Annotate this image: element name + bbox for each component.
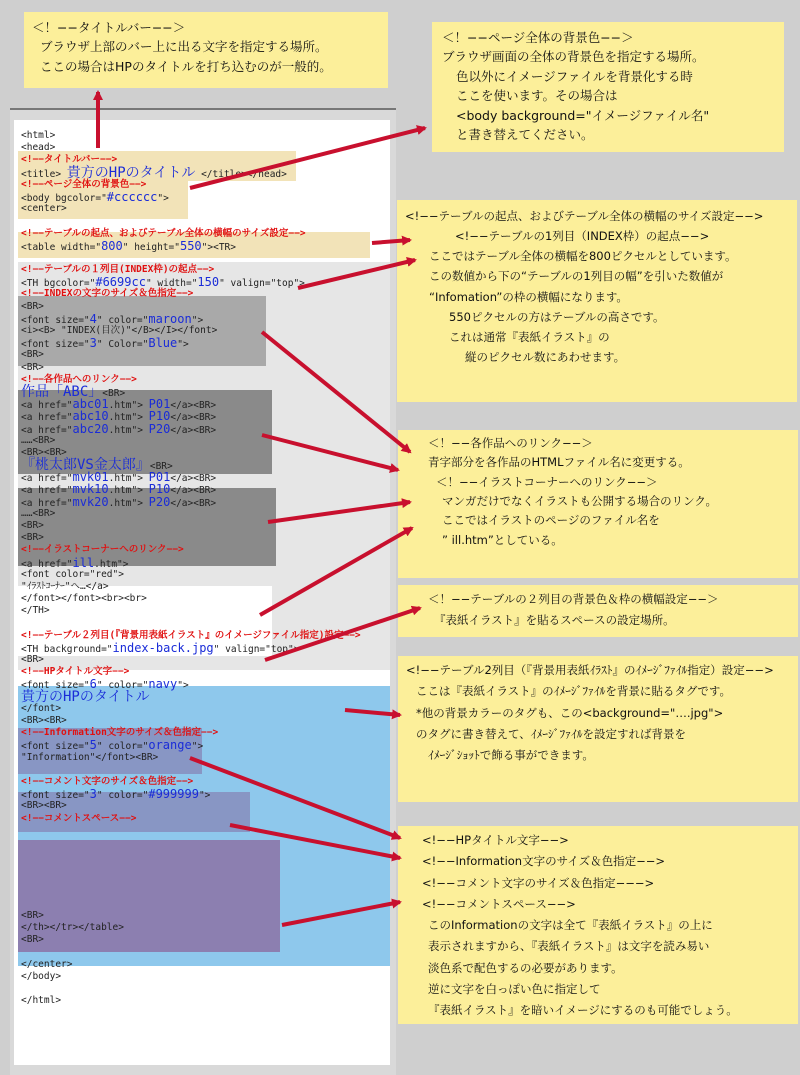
code-token: <font size=" bbox=[21, 314, 90, 326]
note-line: <!−−コメント文字のサイズ＆色指定−−−> bbox=[422, 875, 655, 890]
code-token: <BR><BR> bbox=[21, 715, 67, 726]
code-token: <font color="red"> bbox=[21, 568, 124, 580]
arrow-links-mvk bbox=[268, 502, 410, 522]
code-token: </font> bbox=[21, 702, 62, 714]
code-token: mvk01 bbox=[72, 470, 109, 485]
arrow-page-bg bbox=[190, 128, 425, 188]
code-token: <head> bbox=[21, 142, 56, 154]
code-token: <!−−Information文字のサイズ＆色指定−−> bbox=[21, 727, 219, 739]
note-line: ＜！−−各作品へのリンク−−＞ bbox=[428, 436, 593, 450]
note-line: 表示されますから、『表紙イラスト』は文字を読み易い bbox=[428, 939, 710, 954]
code-token: P01 bbox=[148, 397, 171, 412]
code-token: P10 bbox=[148, 409, 171, 424]
note-line: 逆に文字を白っぽい色に指定して bbox=[428, 981, 601, 996]
code-token: </a><BR> bbox=[170, 473, 217, 485]
arrow-column2-bg bbox=[345, 710, 400, 715]
code-token: " color=" bbox=[96, 680, 149, 692]
code-token: 3 bbox=[89, 787, 97, 802]
note-line: <!−−テーブル2列目（『背景用表紙ｲﾗｽﾄ』のｲﾒｰｼﾞﾌｧｲﾙ指定）設定−−> bbox=[406, 663, 774, 677]
note-line: *他の背景カラーのタグも、この<background="….jpg"> bbox=[416, 705, 724, 720]
code-token: <BR><BR> bbox=[21, 446, 67, 458]
code-token: .htm"> bbox=[108, 400, 149, 412]
code-token: "ｲﾗｽﾄｺｰﾅｰ"へ…</a> bbox=[21, 580, 109, 592]
note-line: 青字部分を各作品のHTMLファイル名に変更する。 bbox=[428, 455, 690, 470]
arrow-illust bbox=[260, 528, 412, 615]
code-token: " valign="top"> bbox=[213, 643, 300, 655]
code-token: <a href=" bbox=[21, 412, 73, 424]
note-line: 淡色系で配色するの必要があります。 bbox=[428, 960, 623, 975]
note-line: のタグに書き替えて、ｲﾒｰｼﾞﾌｧｲﾙを設定すれば背景を bbox=[416, 726, 687, 741]
code-token: " valign="top"> bbox=[219, 278, 305, 290]
note-line: このInformationの文字は全て『表紙イラスト』の上に bbox=[428, 918, 713, 933]
code-token: P20 bbox=[148, 421, 171, 436]
code-token: <table width=" bbox=[21, 241, 102, 253]
note-line: ここの場合はHPのタイトルを打ち込むのが一般的。 bbox=[40, 58, 332, 74]
code-token: " color=" bbox=[96, 790, 149, 802]
code-token: abc10 bbox=[72, 409, 109, 424]
code-token: </th></tr></table> bbox=[21, 922, 124, 934]
code-token: "> bbox=[177, 339, 189, 351]
code-token: abc20 bbox=[72, 421, 109, 436]
code-token: </body> bbox=[21, 970, 62, 982]
code-token: ill bbox=[72, 555, 95, 570]
code-token: <a href=" bbox=[21, 485, 73, 497]
code-token: <i><B> "INDEX(目次)"</B></I></font> bbox=[21, 325, 218, 336]
code-token: index-back.jpg bbox=[112, 640, 214, 655]
code-token: " height=" bbox=[122, 241, 180, 253]
code-token: 150 bbox=[197, 275, 220, 290]
code-token: navy bbox=[148, 677, 178, 692]
code-token: </a><BR> bbox=[170, 400, 217, 412]
code-token: <BR> bbox=[149, 461, 173, 473]
code-token: .htm"> bbox=[108, 485, 149, 497]
code-token: <BR> bbox=[21, 361, 44, 373]
code-token: 800 bbox=[101, 238, 123, 253]
note-line: ＜！−−ページ全体の背景色−−＞ bbox=[442, 30, 634, 45]
code-token: <font size=" bbox=[21, 790, 90, 802]
note-line: ブラウザ画面の全体の背景色を指定する場所。 bbox=[442, 49, 705, 65]
code-token: .htm"> bbox=[108, 473, 149, 485]
arrow-links-abc bbox=[262, 435, 398, 470]
code-token: 5 bbox=[89, 738, 97, 753]
note-line: ここではイラストのページのファイル名を bbox=[442, 513, 660, 528]
code-token: <!−−各作品へのリンク−−> bbox=[21, 373, 137, 385]
code-token: <a href=" bbox=[21, 497, 73, 509]
note-line: ここは『表紙イラスト』のｲﾒｰｼﾞﾌｧｲﾙを背景に貼るタグです。 bbox=[416, 684, 731, 699]
code-token: " width=" bbox=[145, 278, 198, 290]
arrow-column2 bbox=[265, 608, 420, 660]
code-token: .htm"> bbox=[94, 558, 129, 570]
code-token: .htm"> bbox=[108, 412, 149, 424]
code-token: <BR> bbox=[21, 910, 44, 921]
note-line: <!−−コメントスペース−−> bbox=[422, 896, 576, 911]
code-token: </a><BR> bbox=[170, 485, 217, 497]
code-token: <a href=" bbox=[21, 473, 73, 485]
code-token: #999999 bbox=[148, 787, 199, 802]
code-token: <!−−ページ全体の背景色−−> bbox=[21, 178, 147, 190]
code-token: P20 bbox=[148, 494, 171, 509]
code-token: " color=" bbox=[96, 741, 149, 753]
code-token: </TH> bbox=[21, 605, 50, 617]
code-token: 作品「ABC」 bbox=[21, 383, 103, 400]
code-token: <a href=" bbox=[21, 400, 73, 412]
code-token: <html> bbox=[21, 130, 56, 141]
arrow-index bbox=[262, 332, 410, 452]
code-token: P01 bbox=[148, 470, 171, 485]
note-line: ” ill.htm”としている。 bbox=[442, 532, 563, 547]
code-token: <!−−INDEXの文字のサイズ＆色指定−−> bbox=[21, 288, 194, 300]
code-token: 貴方のHPのタイトル bbox=[21, 688, 150, 705]
code-token: </a><BR> bbox=[170, 497, 217, 509]
code-token: P10 bbox=[148, 482, 171, 497]
code-token: <!−−イラストコーナーへのリンク−−> bbox=[21, 544, 184, 556]
note-line: マンガだけでなくイラストも公開する場合のリンク。 bbox=[442, 493, 717, 508]
note-line: 色以外にイメージファイルを背景化する時 bbox=[456, 68, 693, 84]
note-line: <!−−テーブルの起点、およびテーブル全体の横幅のサイズ設定−−> bbox=[405, 209, 764, 223]
code-token: <TH bgcolor=" bbox=[21, 278, 96, 290]
code-token: <font size=" bbox=[21, 741, 90, 753]
note-line: と書き替えてください。 bbox=[456, 126, 594, 142]
code-token: .htm"> bbox=[108, 497, 149, 509]
note-line: 550ピクセルの方はテーブルの高さです。 bbox=[449, 309, 665, 324]
code-token: </a><BR> bbox=[170, 424, 217, 436]
note-line: ＜！−−テーブルの２列目の背景色＆枠の横幅設定−−＞ bbox=[428, 592, 719, 606]
note-line: ブラウザ上部のバー上に出る文字を指定する場所。 bbox=[40, 39, 328, 55]
code-token: <!−−タイトルバー−−> bbox=[21, 154, 118, 166]
code-token: 6 bbox=[89, 677, 97, 692]
code-token: </title></head> bbox=[195, 168, 287, 180]
code-token: <TH background=" bbox=[21, 643, 113, 655]
code-token: 3 bbox=[89, 336, 97, 351]
note-line: 『表紙イラスト』を暗いイメージにするのも可能でしょう。 bbox=[428, 1003, 738, 1018]
code-token: mvk10 bbox=[72, 482, 109, 497]
code-token: <BR><BR> bbox=[21, 800, 67, 812]
code-token: <BR> bbox=[21, 934, 44, 946]
arrow-comment bbox=[282, 902, 400, 925]
code-token: #6699cc bbox=[95, 275, 146, 290]
code-token: <font size=" bbox=[21, 680, 90, 692]
code-token: Blue bbox=[148, 336, 178, 351]
code-token: <font size=" bbox=[21, 339, 90, 351]
note-line: ここではテーブル全体の横幅を800ピクセルとしています。 bbox=[429, 249, 737, 264]
code-token: <BR> bbox=[21, 520, 44, 531]
note-line: 縦のピクセル数にあわせます。 bbox=[465, 349, 626, 364]
code-token: 550 bbox=[179, 238, 202, 253]
code-token: ……<BR> bbox=[21, 434, 56, 446]
code-token: <title> bbox=[21, 168, 67, 180]
code-token: orange bbox=[148, 738, 192, 753]
code-token: 貴方のHPのタイトル bbox=[66, 164, 196, 181]
code-token: <a href=" bbox=[21, 424, 73, 436]
code-token: "> bbox=[191, 741, 204, 753]
code-token: "> bbox=[198, 790, 211, 802]
note-line: ＜！−−イラストコーナーへのリンク−−＞ bbox=[436, 474, 658, 489]
code-token: ……<BR> bbox=[21, 507, 56, 519]
code-token: <BR> bbox=[21, 349, 44, 361]
arrow-table-start bbox=[372, 240, 410, 243]
code-token: <BR> bbox=[21, 654, 44, 666]
note-line: ここを使います。その場合は bbox=[456, 88, 618, 104]
code-token: #cccccc bbox=[106, 189, 158, 204]
code-token: <!−−コメントスペース−−> bbox=[21, 812, 137, 824]
code-token: "> bbox=[177, 680, 189, 692]
code-token: .htm"> bbox=[108, 424, 149, 436]
note-line: <!−−テーブルの1列目（INDEX枠）の起点−−> bbox=[455, 229, 710, 244]
code-token: <!−−HPタイトル文字−−> bbox=[21, 666, 130, 678]
arrow-hp-title bbox=[190, 758, 400, 838]
note-line: 『表紙イラスト』を貼るスペースの設定場所。 bbox=[434, 612, 675, 627]
code-token: </font></font><br><br> bbox=[21, 593, 147, 605]
code-token: maroon bbox=[148, 311, 192, 326]
note-line: これは通常『表紙イラスト』の bbox=[449, 329, 610, 344]
code-token: 『桃太郎VS金太郎』 bbox=[21, 457, 150, 474]
note-line: <!−−HPタイトル文字−−> bbox=[422, 833, 569, 847]
note-line: <body background="イメージファイル名" bbox=[456, 107, 710, 123]
code-token: <a href=" bbox=[21, 558, 73, 570]
note-line: <!−−Information文字のサイズ＆色指定−−> bbox=[422, 854, 666, 869]
code-token: <BR> bbox=[102, 387, 126, 399]
code-token: <!−−テーブルの起点、およびテーブル全体の横幅のサイズ設定−−> bbox=[21, 227, 306, 239]
code-token: 4 bbox=[89, 311, 97, 326]
note-line: “Infomation”の枠の横幅になります。 bbox=[429, 289, 628, 304]
code-token: "> bbox=[191, 314, 204, 326]
code-token: <body bgcolor=" bbox=[21, 192, 107, 204]
code-token: </html> bbox=[21, 995, 62, 1007]
code-token: <BR> bbox=[21, 300, 44, 312]
note-line: この数値から下の“テーブルの1列目の幅”を引いた数値が bbox=[429, 269, 724, 284]
code-token: <center> bbox=[21, 203, 67, 215]
code-token: </a><BR> bbox=[170, 412, 217, 424]
code-token: abc01 bbox=[72, 397, 109, 412]
code-token: <!−−テーブル２列目(『背景用表紙イラスト』のイメージファイル指定)設定−−> bbox=[21, 629, 361, 641]
arrow-column1 bbox=[298, 260, 415, 288]
code-token: </center> bbox=[21, 958, 73, 970]
code-token: " color=" bbox=[96, 314, 149, 326]
code-token: "Information"</font><BR> bbox=[21, 751, 159, 763]
code-token: "> bbox=[157, 192, 169, 204]
code-token: " Color=" bbox=[96, 339, 149, 351]
note-line: ｲﾒｰｼﾞｼｮｯﾄで飾る事ができます。 bbox=[428, 748, 594, 763]
code-token: <!−−コメント文字のサイズ＆色指定−−> bbox=[21, 775, 194, 787]
code-token: mvk20 bbox=[72, 494, 109, 509]
code-token: <!−−テーブルの１列目(INDEX枠)の起点−−> bbox=[21, 264, 215, 276]
code-token: <BR> bbox=[21, 532, 44, 544]
code-token: "><TR> bbox=[201, 241, 236, 253]
note-line: ＜！−−タイトルバー−−＞ bbox=[32, 20, 186, 35]
